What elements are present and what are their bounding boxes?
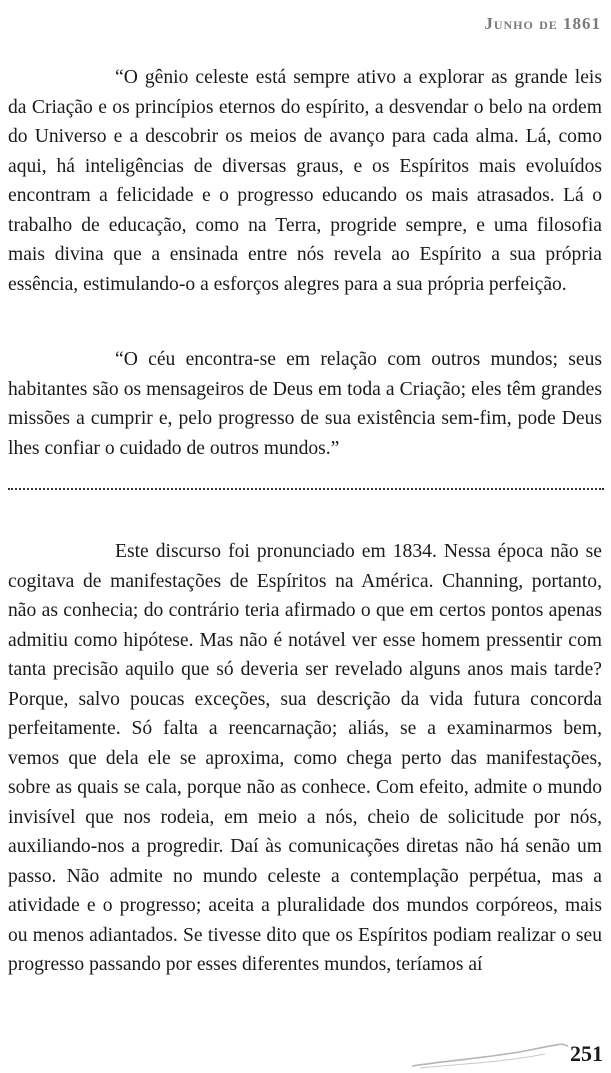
- footer-swoosh-ornament: [410, 1040, 570, 1070]
- quote-paragraph-1: [8, 63, 602, 299]
- dotted-divider: [8, 488, 604, 490]
- quote-paragraph-2: [8, 345, 602, 463]
- body-paragraph: [8, 537, 602, 980]
- quote-text-2: “O céu encontra-se em relação com outros mundos; seus habitantes são os mensageiros de Deus em toda a Criação; eles têm grandes missões a cumprir e, pelo progresso de sua existência sem-fim, pode Deus lhes confiar o cuidado de outros mundos.”: [8, 349, 602, 459]
- page-number: 251: [570, 1041, 603, 1066]
- body-paragraph-text: Este discurso foi pronunciado em 1834. Nessa época não se cogitava de manifestações de Espíritos na América. Channing, portanto, não as conhecia; do contrário teria afirmado o que em certos pontos apenas admitiu como hipótese. Mas não é notável ver esse homem pressentir com tanta precisão aquilo que só deveria ser revelado alguns anos mais tarde? Porque, salvo poucas exceções, sua descrição da vida futura concorda perfeitamente. Só falta a reencarnação; aliás, se a examinarmos bem, vemos que dela ele se aproxima, como chega perto das manifestações, sobre as quais se cala, porque não as conhece. Com efeito, admite o mundo invisível que nos rodeia, em meio a nós, cheio de solicitude por nós, auxiliando-nos a progredir. Daí às comunicações diretas não há senão um passo. Não admite no mundo celeste a contemplação perpétua, mas a atividade e o progresso; aceita a pluralidade dos mundos corpóreos, mais ou menos adiantados. Se tivesse dito que os Espíritos podiam realizar o seu progresso passando por esses diferentes mundos, teríamos aí: [8, 541, 602, 975]
- quote-text-1: “O gênio celeste está sempre ativo a explorar as grande leis da Criação e os princípios eternos do espírito, a desvendar o belo na ordem do Universo e a descobrir os meios de avanço para cada alma. Lá, como aqui, há inteligências de diversas graus, e os Espíritos mais evoluídos encontram a felicidade e o progresso educando os mais atrasados. Lá o trabalho de educação, como na Terra, progride sempre, e uma filosofia mais divina que a ensinada entre nós revela ao Espírito a sua própria essência, estimulando-o a esforços alegres para a sua própria perfeição.: [8, 67, 602, 295]
- running-header: Junho de 1861: [484, 14, 601, 33]
